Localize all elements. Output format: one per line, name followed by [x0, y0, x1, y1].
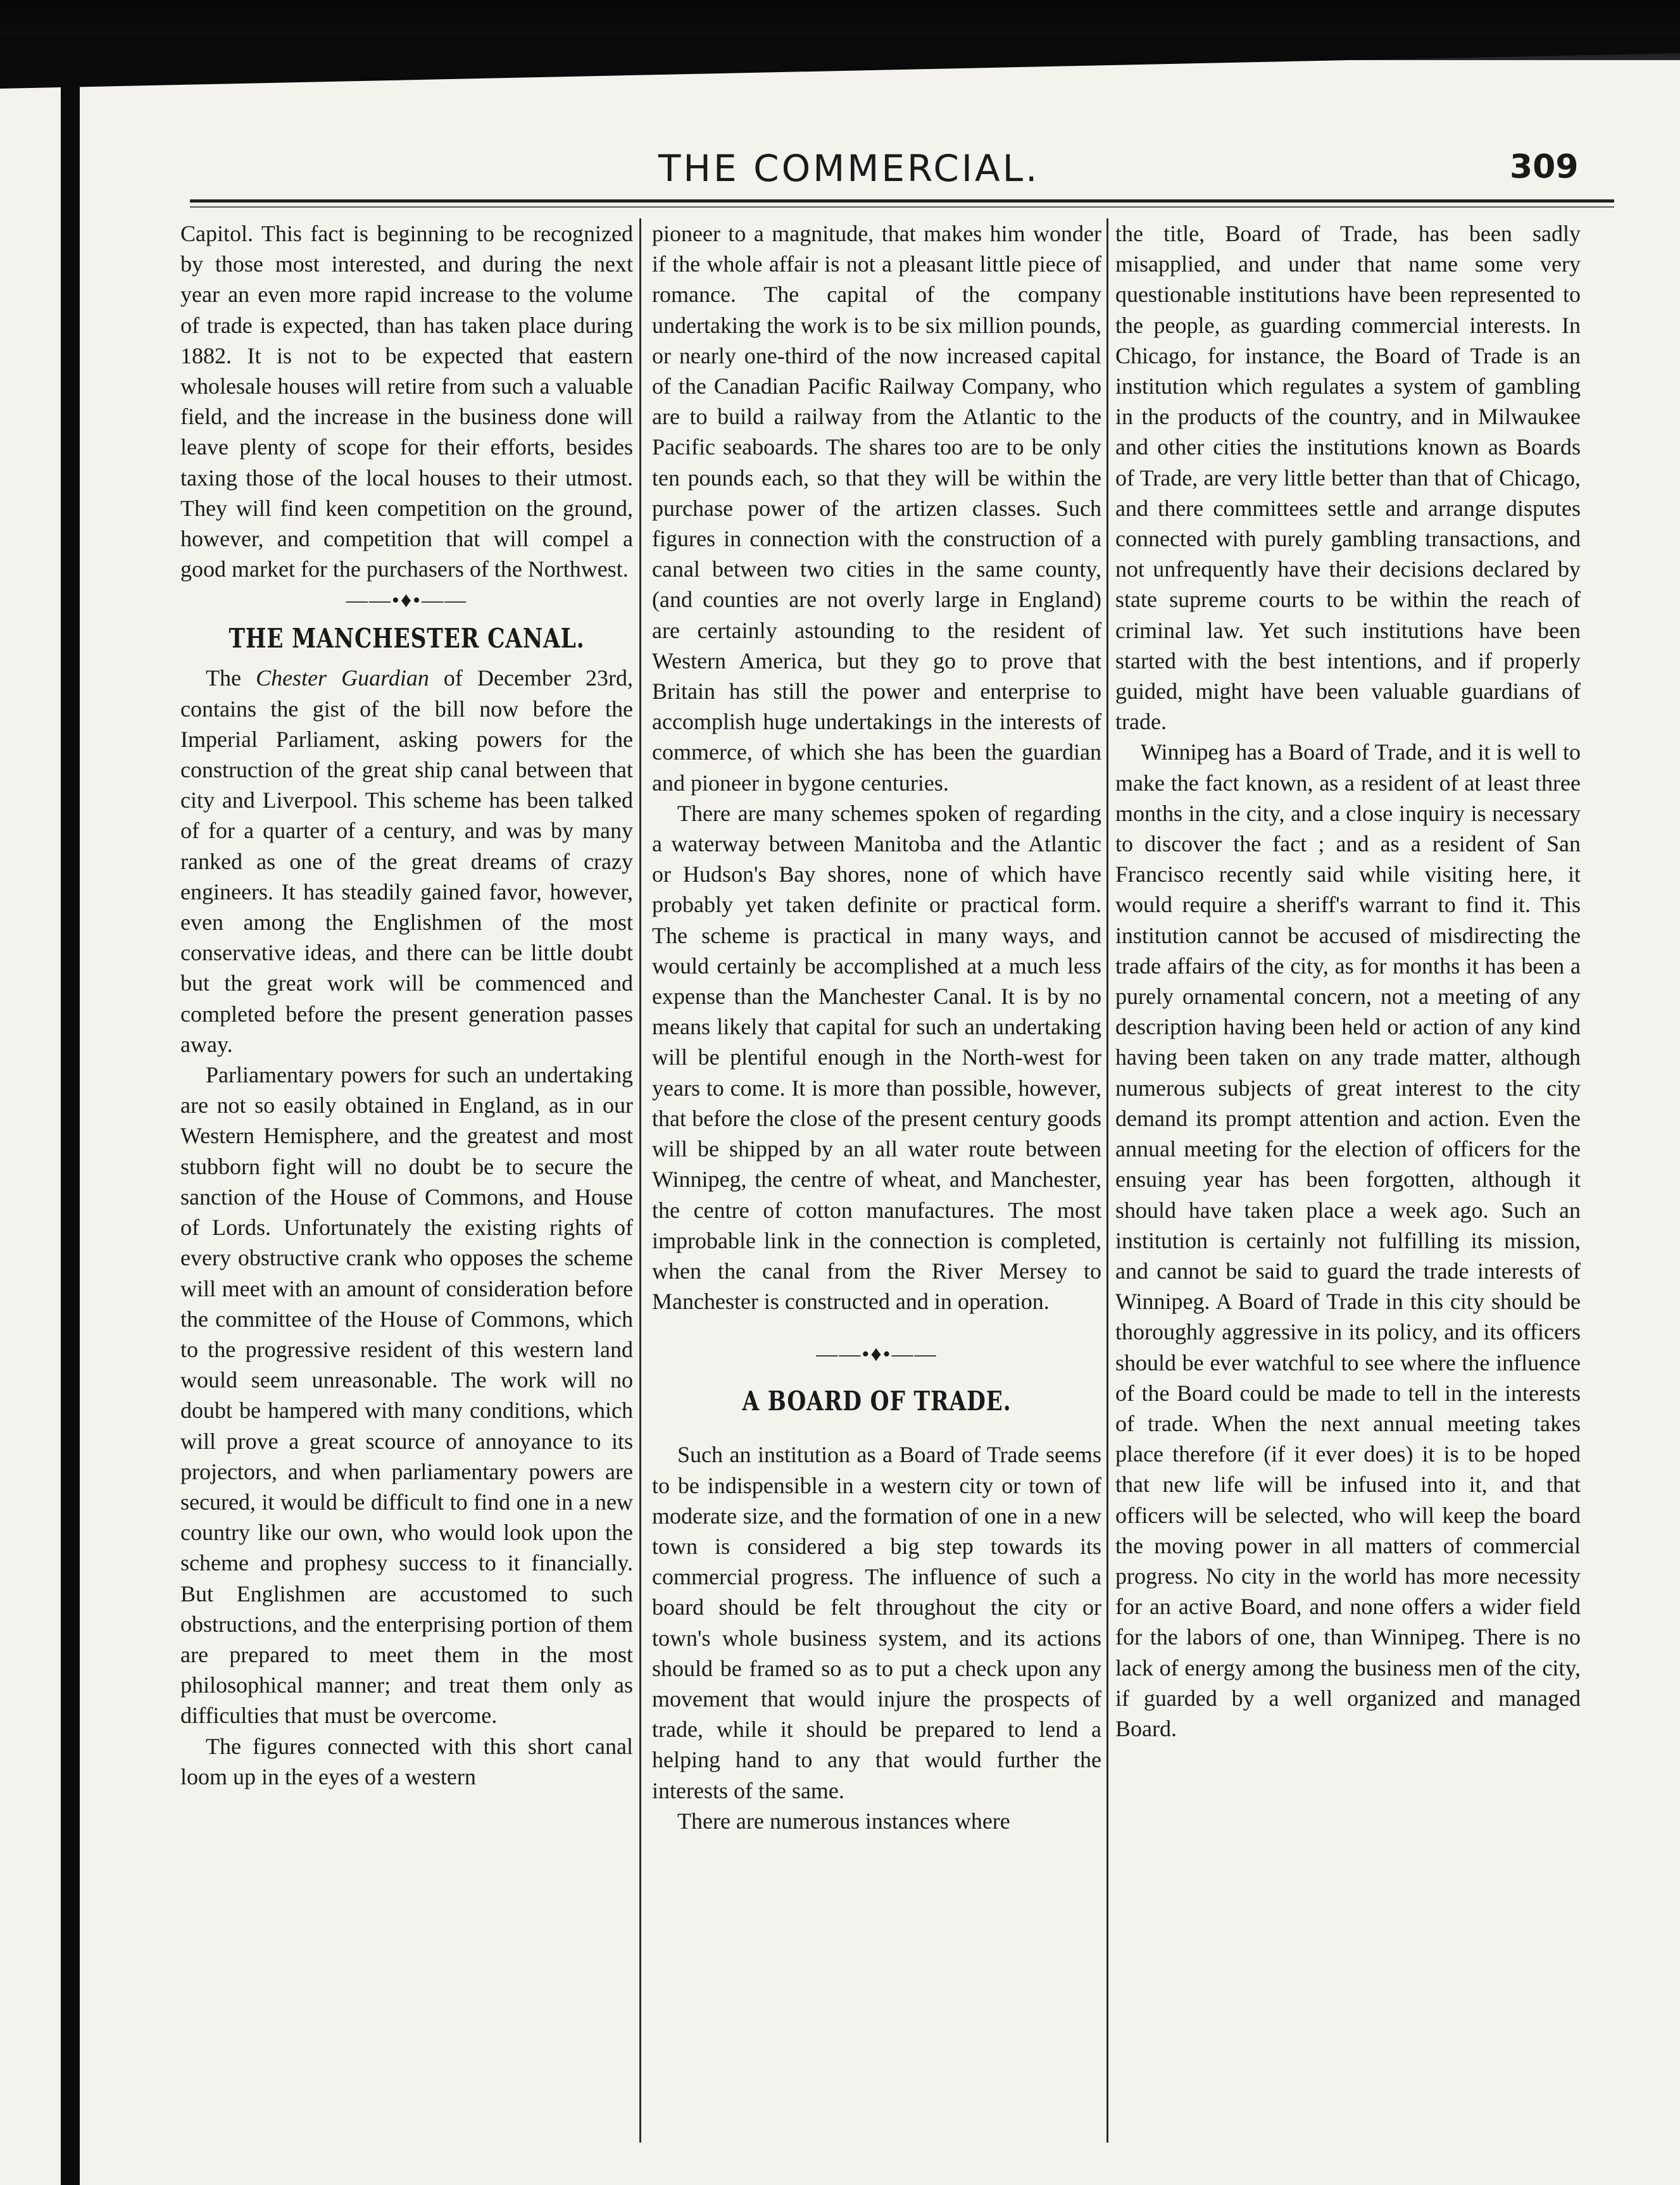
scan-left-border	[61, 82, 80, 2185]
header-rule-thin	[190, 206, 1614, 208]
article-paragraph: There are many schemes spoken of regarding a waterway between Manitoba and the Atlantic or Hudson's Bay shores, none of which have probably yet taken definite or practical form. The scheme is practical in many ways, and would certainly be accomplished at a much less expense than the Manchester Canal. It is by no means likely that capital for such an undertaking will be plentiful enough in the North-west for years to come. It is more than possible, however, that before the close of the present century goods will be shipped by an all water route between Winnipeg, the centre of wheat, and Manchester, the centre of cotton manufactures. The most improbable link in the connection is completed, when the canal from the River Mersey to Manchester is constructed and in operation.	[652, 800, 1101, 1315]
column-1	[180, 218, 633, 2147]
page-number: 309	[1510, 148, 1579, 186]
headline-board-of-trade: A BOARD OF TRADE.	[742, 1386, 1012, 1417]
article-paragraph: Capitol. This fact is beginning to be recognized by those most interested, and during the next year an even more rapid increase to the volume of trade is expected, than has taken place during 1882. It is not to be expected that eastern wholesale houses will retire from such a valuable field, and the increase in the business done will leave plenty of scope for their efforts, besides taxing those of the local houses to their utmost. They will find keen competition on the ground, however, and competition that will compel a good market for the purchasers of the Northwest.	[180, 221, 633, 582]
section-ornament: ——•♦•——	[816, 1343, 937, 1367]
headline-manchester-canal: THE MANCHESTER CANAL.	[229, 623, 585, 654]
running-head	[0, 147, 1680, 191]
header-rule	[190, 199, 1614, 203]
column-divider-1	[639, 218, 641, 2143]
article-paragraph: Such an institution as a Board of Trade seems to be indispensible in a western city or town of moderate size, and the formation of one in a new town is considered a big step towards its commercial progress. The influence of such a board should be felt throughout the city or town's whole business system, and its actions should be framed so as to put a check upon any movement that would injure the prospects of trade, while it should be prepared to lend a helping hand to any that would further the interests of the same.	[652, 1442, 1101, 1803]
newspaper-name: Chester Guardian	[256, 665, 429, 691]
text-run: The	[206, 665, 256, 691]
column-2	[652, 218, 1101, 2147]
article-paragraph: There are numerous instances where	[677, 1808, 1010, 1834]
text-run: of December 23rd, contains the gist of the bill now before the Imperial Parliament, asking powers for the construction of the great ship canal between that city and Liverpool. This scheme has been talked of for a quarter of a century, and was by many ranked as one of the great dreams of crazy engineers. It has steadily gained favor, however, even among the Englishmen of the most conservative ideas, and there can be little doubt but the great work will be commenced and completed before the present generation passes away.	[180, 665, 633, 1057]
article-paragraph	[180, 663, 633, 1060]
article-paragraph: pioneer to a magnitude, that makes him wonder if the whole affair is not a pleasant little piece of romance. The capital of the company undertaking the work is to be six million pounds, or nearly one-third of the now increased capital of the Canadian Pacific Railway Company, who are to build a railway from the Atlantic to the Pacific seaboards. The shares too are to be only ten pounds each, so that they will be within the purchase power of the artizen classes. Such figures in connection with the construction of a canal between two cities in the same county, (and counties are not overly large in England) are certainly astounding to the resident of Western America, but they go to prove that Britain has still the power and enterprise to accomplish huge undertakings in the interests of commerce, of which she has been the guardian and pioneer in bygone centuries.	[652, 221, 1101, 796]
article-paragraph: Parliamentary powers for such an undertaking are not so easily obtained in England, as in our Western Hemisphere, and the greatest and most stubborn fight will no doubt be to secure the sanction of the House of Commons, and House of Lords. Unfortunately the existing rights of every obstructive crank who opposes the scheme will meet with an amount of consideration before the committee of the House of Commons, which to the progressive resident of this western land would seem unreasonable. The work will no doubt be hampered with many conditions, which will prove a great scource of annoyance to its projectors, and when parliamentary powers are secured, it would be difficult to find one in a new country like our own, who would look upon the scheme and prophesy success to it financially. But Englishmen are accustomed to such obstructions, and the enterprising portion of them are prepared to meet them in the most philosophical manner; and treat them only as difficulties that must be overcome.	[180, 1062, 633, 1729]
article-paragraph: Winnipeg has a Board of Trade, and it is well to make the fact known, as a resident of at least three months in the city, and a close inquiry is necessary to discover the fact ; and as a resident of San Francisco recently said while visiting here, it would require a sheriff's warrant to find it. This institution cannot be accused of misdirecting the trade affairs of the city, as for months it has been a purely ornamental concern, not a meeting of any description having been held or action of any kind having been taken on any trade matter, although numerous subjects of great interest to the city demand its prompt attention and action. Even the annual meeting for the election of officers for the ensuing year has been forgotten, although it should have taken place a week ago. Such an institution is certainly not fulfilling its mission, and cannot be said to guard the trade interests of Winnipeg. A Board of Trade in this city should be thoroughly aggressive in its policy, and its officers should be ever watchful to see where the influence of the Board could be made to tell in the interests of trade. When the next annual meeting takes place therefore (if it ever does) it is to be hoped that new life will be infused into it, and that officers will be selected, who will keep the board the moving power in all matters of commercial progress. No city in the world has more necessity for an active Board, and none offers a wider field for the labors of one, than Winnipeg. There is no lack of energy among the business men of the city, if guarded by a well organized and managed Board.	[1115, 739, 1581, 1741]
column-3	[1115, 218, 1581, 2147]
article-paragraph: The figures connected with this short canal loom up in the eyes of a western	[180, 1733, 633, 1789]
column-divider-2	[1106, 218, 1108, 2143]
publication-title: THE COMMERCIAL.	[658, 147, 1040, 190]
article-paragraph: the title, Board of Trade, has been sadly misapplied, and under that name some very questionable institutions have been represented to the people, as guarding commercial interests. In Chicago, for instance, the Board of Trade is an institution which regulates a system of gambling in the products of the country, and in Milwaukee and other cities the institutions known as Boards of Trade, are very little better than that of Chicago, and there committees settle and arrange disputes connected with purely gambling transactions, and not unfrequently have their decisions declared by state supreme courts to be within the reach of criminal law. Yet such institutions have been started with the best intentions, and if properly guided, might have been valuable guardians of trade.	[1115, 221, 1581, 735]
scan-top-shadow	[0, 38, 1680, 89]
section-ornament: ——•♦•——	[346, 589, 468, 613]
